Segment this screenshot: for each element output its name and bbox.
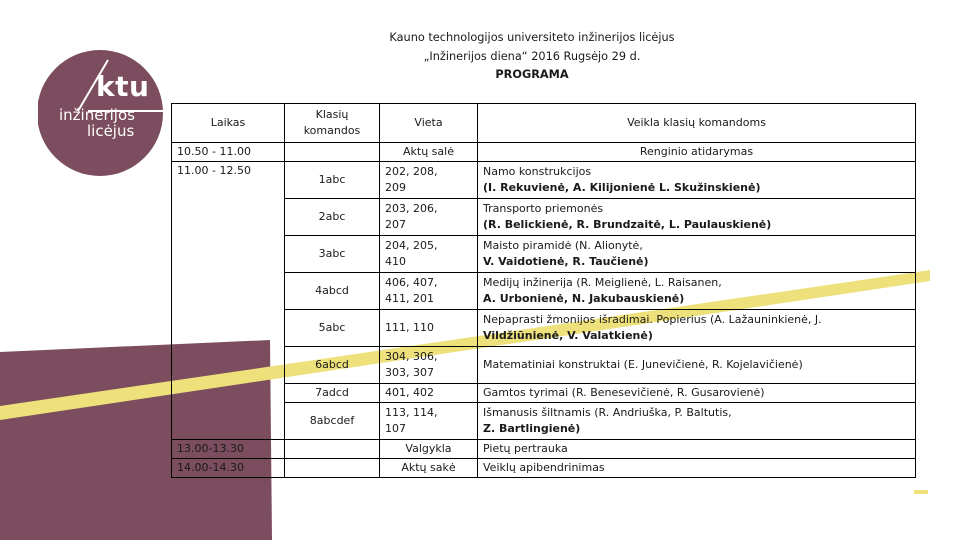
lunch-time: 13.00-13.30 [172,440,285,459]
row-activity-line2: Vildžiūnienė, V. Valatkienė) [483,329,653,342]
row-activity [478,162,916,199]
row-activity-line1: Namo konstrukcijos [483,165,592,178]
table-row-opening [172,143,916,162]
row-activity-line2: (R. Belickienė, R. Brundzaitė, L. Paulauskienė) [483,218,772,231]
opening-place: Aktų salė [380,143,478,162]
row-place [380,236,478,273]
row-activity-line1: Išmanusis šiltnamis (R. Andriuška, P. Baltutis, [483,406,732,419]
row-activity: Matematiniai konstruktai (E. Junevičienė, R. Kojelavičienė) [478,347,916,384]
row-activity [478,403,916,440]
header-classes-line2: komandos [303,124,361,137]
row-activity-line2: Z. Bartlingienė) [483,422,581,435]
row-place-line2: 411, 201 [385,292,434,305]
logo-line2: licėjus [87,122,135,140]
row-place: 401, 402 [380,384,478,403]
row-place-line1: 406, 407, [385,276,438,289]
lunch-activity: Pietų pertrauka [478,440,916,459]
closing-place: Aktų sakė [380,459,478,478]
yellow-stripe-end [914,490,928,494]
row-classes: 5abc [285,310,380,347]
row-activity-line1: Maisto piramidė (N. Alionytė, [483,239,643,252]
row-classes: 1abc [285,162,380,199]
opening-classes [285,143,380,162]
opening-activity: Renginio atidarymas [478,143,916,162]
program-table [171,103,916,478]
closing-activity: Veiklų apibendrinimas [478,459,916,478]
row-place: 111, 110 [380,310,478,347]
table-row [172,162,916,199]
table-row-lunch [172,440,916,459]
row-place [380,162,478,199]
row-place [380,199,478,236]
row-place-line1: 304, 306, [385,350,438,363]
lunch-place: Valgykla [380,440,478,459]
lunch-classes [285,440,380,459]
row-activity [478,310,916,347]
row-classes: 7adcd [285,384,380,403]
row-activity-line1: Medijų inžinerija (R. Meiglienė, L. Raisanen, [483,276,722,289]
row-place-line2: 209 [385,181,406,194]
row-place [380,347,478,384]
header-classes [285,104,380,143]
row-place-line1: 203, 206, [385,202,438,215]
closing-classes [285,459,380,478]
row-place-line2: 303, 307 [385,366,434,379]
header-school: Kauno technologijos universiteto inžinerijos licėjus [389,31,675,44]
closing-time: 14.00-14.30 [172,459,285,478]
row-place-line2: 107 [385,422,406,435]
row-classes: 2abc [285,199,380,236]
header-place: Vieta [380,104,478,143]
row-activity [478,236,916,273]
row-activity [478,273,916,310]
row-activity: Gamtos tyrimai (R. Benesevičienė, R. Gusarovienė) [478,384,916,403]
header-event: „Inžinerijos diena“ 2016 Rugsėjo 29 d. [423,50,641,63]
row-classes: 8abcdef [285,403,380,440]
row-activity-line2: A. Urbonienė, N. Jakubauskienė) [483,292,685,305]
row-place [380,403,478,440]
table-row-closing [172,459,916,478]
row-classes: 3abc [285,236,380,273]
block-time: 11.00 - 12.50 [172,162,285,440]
row-activity-line2: (I. Rekuvienė, A. Kilijonienė L. Skužinskienė) [483,181,761,194]
row-classes: 6abcd [285,347,380,384]
row-activity-line1: Nepaprasti žmonijos išradimai. Popierius (A. Lažauninkienė, J. [483,313,822,326]
row-place-line2: 410 [385,255,406,268]
row-place-line2: 207 [385,218,406,231]
opening-time: 10.50 - 11.00 [172,143,285,162]
table-header-row [172,104,916,143]
row-activity-line2: V. Vaidotienė, R. Taučienė) [483,255,649,268]
header-classes-line1: Klasių [315,108,349,121]
row-place [380,273,478,310]
row-activity [478,199,916,236]
row-activity-line1: Transporto priemonės [483,202,604,215]
row-place-line1: 202, 208, [385,165,438,178]
header-time: Laikas [172,104,285,143]
row-place-line1: 204, 205, [385,239,438,252]
header-activity: Veikla klasių komandoms [478,104,916,143]
row-classes: 4abcd [285,273,380,310]
header-program: PROGRAMA [495,68,569,81]
row-place-line1: 113, 114, [385,406,438,419]
logo-brand: ktu [96,70,150,103]
logo-line1: inžinerijos [59,106,135,124]
